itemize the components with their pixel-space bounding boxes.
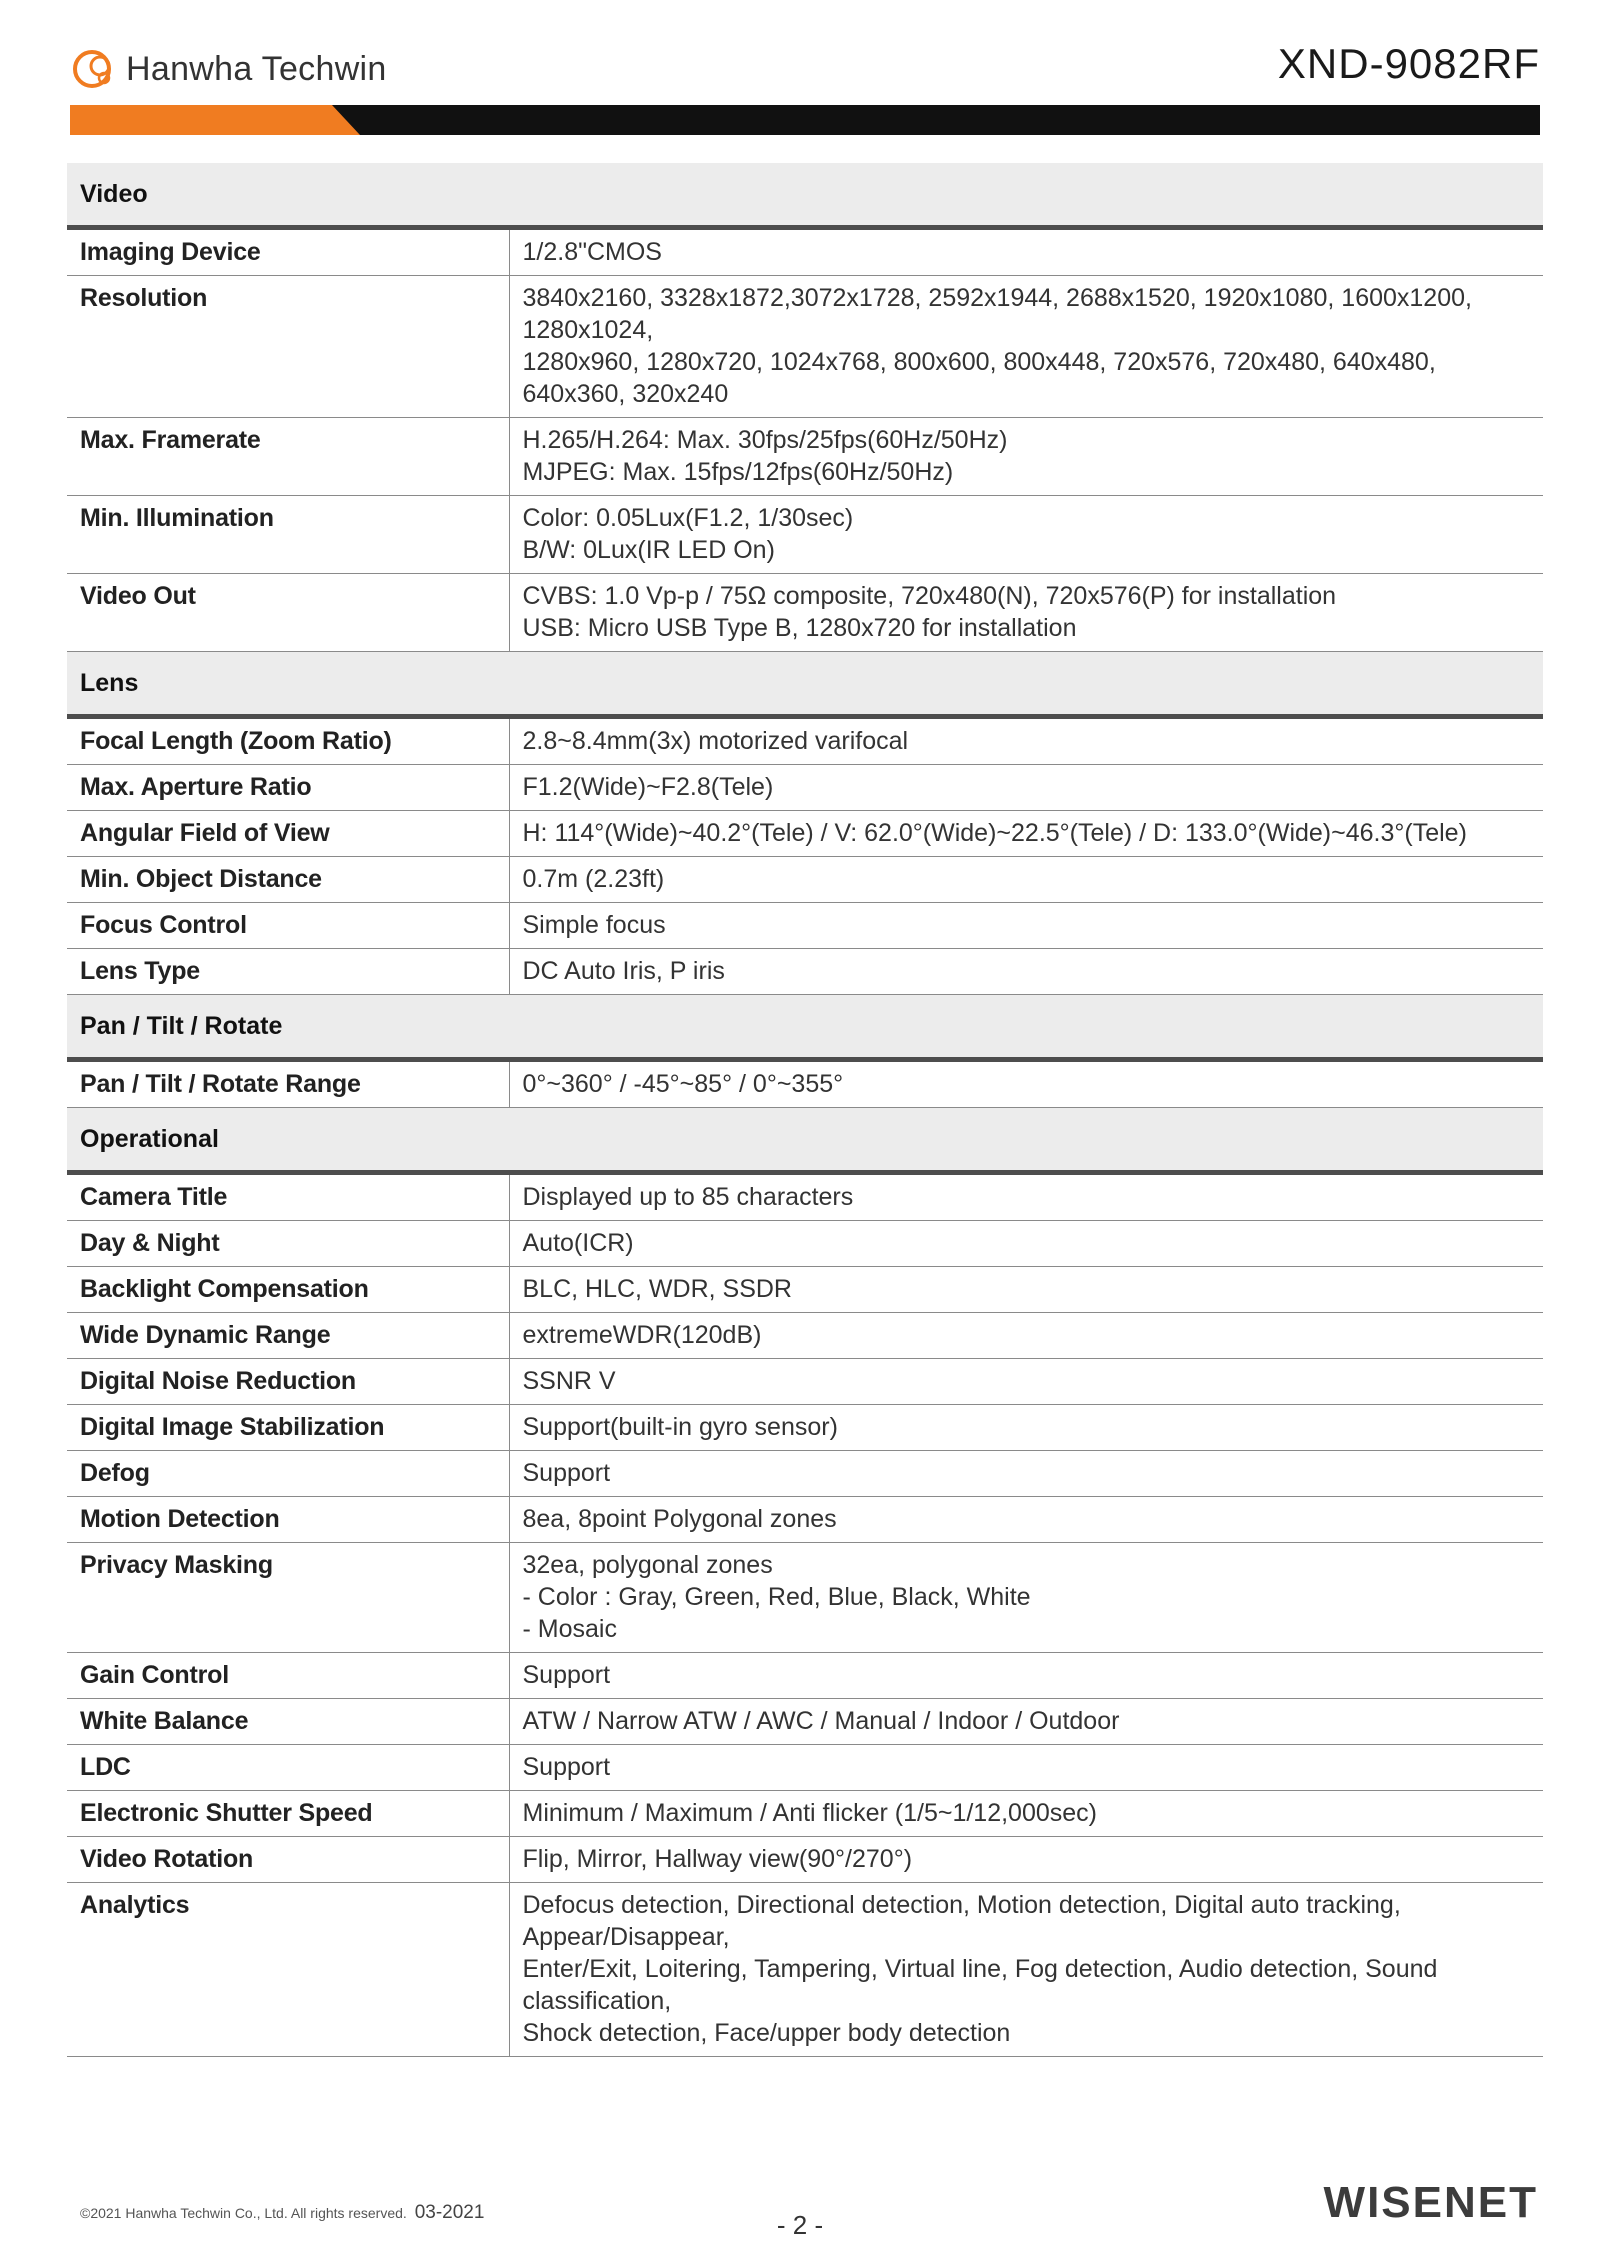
spec-value bbox=[509, 717, 1543, 765]
spec-table bbox=[67, 163, 1543, 2057]
spec-value-line: Support(built-in gyro sensor) bbox=[522, 1413, 838, 1441]
spec-value-line: USB: Micro USB Type B, 1280x720 for installation bbox=[522, 614, 1077, 642]
spec-value bbox=[509, 1791, 1543, 1837]
spec-value-line: Shock detection, Face/upper body detection bbox=[522, 2019, 1011, 2047]
brand-name: Hanwha Techwin bbox=[126, 49, 387, 88]
spec-label: Digital Noise Reduction bbox=[67, 1359, 509, 1405]
spec-label: Video Out bbox=[67, 574, 509, 652]
spec-value bbox=[509, 228, 1543, 276]
spec-value bbox=[509, 1497, 1543, 1543]
spec-label: LDC bbox=[67, 1745, 509, 1791]
spec-value bbox=[509, 903, 1543, 949]
spec-label: Resolution bbox=[67, 276, 509, 418]
spec-label: Backlight Compensation bbox=[67, 1267, 509, 1313]
spec-value-line: H.265/H.264: Max. 30fps/25fps(60Hz/50Hz) bbox=[522, 426, 1008, 454]
spec-label: Day & Night bbox=[67, 1221, 509, 1267]
spec-label: Imaging Device bbox=[67, 228, 509, 276]
spec-value-line: MJPEG: Max. 15fps/12fps(60Hz/50Hz) bbox=[522, 458, 954, 486]
table-row bbox=[67, 1653, 1543, 1699]
table-row bbox=[67, 811, 1543, 857]
spec-value bbox=[509, 1060, 1543, 1108]
table-row bbox=[67, 1883, 1543, 2057]
table-row bbox=[67, 496, 1543, 574]
spec-value-line: Support bbox=[522, 1753, 611, 1781]
section-header bbox=[67, 995, 1543, 1060]
spec-value-line: 1/2.8"CMOS bbox=[522, 238, 662, 266]
table-row bbox=[67, 949, 1543, 995]
spec-value-line: Displayed up to 85 characters bbox=[522, 1183, 854, 1211]
spec-label: Focal Length (Zoom Ratio) bbox=[67, 717, 509, 765]
spec-value bbox=[509, 1267, 1543, 1313]
page-header bbox=[70, 40, 1540, 140]
spec-label: Max. Aperture Ratio bbox=[67, 765, 509, 811]
table-row bbox=[67, 903, 1543, 949]
table-row bbox=[67, 1837, 1543, 1883]
section-title: Lens bbox=[67, 652, 1543, 717]
spec-value-line: 8ea, 8point Polygonal zones bbox=[522, 1505, 837, 1533]
spec-value-line: BLC, HLC, WDR, SSDR bbox=[522, 1275, 792, 1303]
header-color-bar bbox=[70, 105, 1540, 135]
spec-value-line: - Color : Gray, Green, Red, Blue, Black, White bbox=[522, 1583, 1031, 1611]
spec-value bbox=[509, 1745, 1543, 1791]
model-number: XND-9082RF bbox=[1277, 40, 1540, 87]
hanwha-logo-icon bbox=[70, 44, 120, 94]
table-row bbox=[67, 1060, 1543, 1108]
document-date: 03-2021 bbox=[414, 2202, 485, 2223]
spec-label: Defog bbox=[67, 1451, 509, 1497]
spec-value bbox=[509, 1699, 1543, 1745]
spec-label: Angular Field of View bbox=[67, 811, 509, 857]
section-title: Pan / Tilt / Rotate bbox=[67, 995, 1543, 1060]
spec-label: White Balance bbox=[67, 1699, 509, 1745]
spec-value bbox=[509, 1359, 1543, 1405]
spec-value bbox=[509, 949, 1543, 995]
spec-label: Electronic Shutter Speed bbox=[67, 1791, 509, 1837]
spec-value-line: 0°~360° / -45°~85° / 0°~355° bbox=[522, 1070, 844, 1098]
table-row bbox=[67, 857, 1543, 903]
spec-label: Min. Object Distance bbox=[67, 857, 509, 903]
section-header bbox=[67, 163, 1543, 228]
spec-value bbox=[509, 574, 1543, 652]
copyright-text: ©2021 Hanwha Techwin Co., Ltd. All rights reserved. bbox=[80, 2205, 407, 2221]
table-row bbox=[67, 1745, 1543, 1791]
spec-label: Privacy Masking bbox=[67, 1543, 509, 1653]
spec-value-line: Support bbox=[522, 1661, 611, 1689]
section-header bbox=[67, 652, 1543, 717]
spec-value-line: Auto(ICR) bbox=[522, 1229, 634, 1257]
spec-value-line: Flip, Mirror, Hallway view(90°/270°) bbox=[522, 1845, 913, 1873]
spec-value bbox=[509, 1451, 1543, 1497]
table-row bbox=[67, 1405, 1543, 1451]
spec-value-line: B/W: 0Lux(IR LED On) bbox=[522, 536, 775, 564]
spec-label: Motion Detection bbox=[67, 1497, 509, 1543]
spec-label: Camera Title bbox=[67, 1173, 509, 1221]
spec-value bbox=[509, 1543, 1543, 1653]
spec-value bbox=[509, 1883, 1543, 2057]
spec-value bbox=[509, 496, 1543, 574]
table-row bbox=[67, 228, 1543, 276]
table-row bbox=[67, 717, 1543, 765]
spec-label: Max. Framerate bbox=[67, 418, 509, 496]
table-row bbox=[67, 574, 1543, 652]
spec-value-line: F1.2(Wide)~F2.8(Tele) bbox=[522, 773, 774, 801]
spec-value-line: 1280x960, 1280x720, 1024x768, 800x600, 800x448, 720x576, 720x480, 640x480, 640x360, 320x240 bbox=[522, 348, 1436, 408]
table-row bbox=[67, 1359, 1543, 1405]
spec-label: Digital Image Stabilization bbox=[67, 1405, 509, 1451]
section-header bbox=[67, 1108, 1543, 1173]
spec-label: Pan / Tilt / Rotate Range bbox=[67, 1060, 509, 1108]
spec-value bbox=[509, 1313, 1543, 1359]
spec-value-line: Enter/Exit, Loitering, Tampering, Virtual line, Fog detection, Audio detection, Sound classification, bbox=[522, 1955, 1438, 2015]
spec-value-line: 3840x2160, 3328x1872,3072x1728, 2592x1944, 2688x1520, 1920x1080, 1600x1200, 1280x1024, bbox=[522, 284, 1472, 344]
spec-value bbox=[509, 1405, 1543, 1451]
spec-label: Wide Dynamic Range bbox=[67, 1313, 509, 1359]
page-number: - 2 - bbox=[776, 2210, 824, 2240]
section-title: Operational bbox=[67, 1108, 1543, 1173]
spec-value bbox=[509, 1653, 1543, 1699]
table-row bbox=[67, 1267, 1543, 1313]
spec-value bbox=[509, 765, 1543, 811]
spec-label: Lens Type bbox=[67, 949, 509, 995]
spec-value-line: CVBS: 1.0 Vp-p / 75Ω composite, 720x480(N), 720x576(P) for installation bbox=[522, 582, 1337, 610]
table-row bbox=[67, 1543, 1543, 1653]
table-row bbox=[67, 418, 1543, 496]
table-row bbox=[67, 276, 1543, 418]
spec-label: Analytics bbox=[67, 1883, 509, 2057]
table-row bbox=[67, 1221, 1543, 1267]
spec-value bbox=[509, 276, 1543, 418]
section-title: Video bbox=[67, 163, 1543, 228]
spec-value bbox=[509, 1173, 1543, 1221]
spec-value-line: 32ea, polygonal zones bbox=[522, 1551, 773, 1579]
spec-value-line: 2.8~8.4mm(3x) motorized varifocal bbox=[522, 727, 909, 755]
table-row bbox=[67, 1791, 1543, 1837]
spec-value-line: extremeWDR(120dB) bbox=[522, 1321, 762, 1349]
table-row bbox=[67, 1699, 1543, 1745]
table-row bbox=[67, 1451, 1543, 1497]
spec-value bbox=[509, 1837, 1543, 1883]
spec-value bbox=[509, 857, 1543, 903]
spec-value-line: SSNR V bbox=[522, 1367, 616, 1395]
spec-value-line: ATW / Narrow ATW / AWC / Manual / Indoor / Outdoor bbox=[522, 1707, 1120, 1735]
table-row bbox=[67, 765, 1543, 811]
table-row bbox=[67, 1173, 1543, 1221]
brand-logo bbox=[70, 44, 387, 94]
spec-value-line: DC Auto Iris, P iris bbox=[522, 957, 725, 985]
table-row bbox=[67, 1497, 1543, 1543]
spec-value-line: Color: 0.05Lux(F1.2, 1/30sec) bbox=[522, 504, 854, 532]
spec-label: Focus Control bbox=[67, 903, 509, 949]
spec-value bbox=[509, 811, 1543, 857]
spec-label: Gain Control bbox=[67, 1653, 509, 1699]
spec-label: Video Rotation bbox=[67, 1837, 509, 1883]
wisenet-logo: WISENET bbox=[1323, 2178, 1538, 2227]
spec-value-line: - Mosaic bbox=[522, 1615, 617, 1643]
spec-value bbox=[509, 1221, 1543, 1267]
spec-label: Min. Illumination bbox=[67, 496, 509, 574]
spec-value-line: Defocus detection, Directional detection, Motion detection, Digital auto tracking, Appear/Disappear, bbox=[522, 1891, 1401, 1951]
spec-value-line: H: 114°(Wide)~40.2°(Tele) / V: 62.0°(Wide)~22.5°(Tele) / D: 133.0°(Wide)~46.3°(Tele) bbox=[522, 819, 1467, 847]
spec-value bbox=[509, 418, 1543, 496]
spec-value-line: Minimum / Maximum / Anti flicker (1/5~1/12,000sec) bbox=[522, 1799, 1097, 1827]
table-row bbox=[67, 1313, 1543, 1359]
spec-value-line: Simple focus bbox=[522, 911, 666, 939]
spec-value-line: 0.7m (2.23ft) bbox=[522, 865, 665, 893]
spec-value-line: Support bbox=[522, 1459, 611, 1487]
